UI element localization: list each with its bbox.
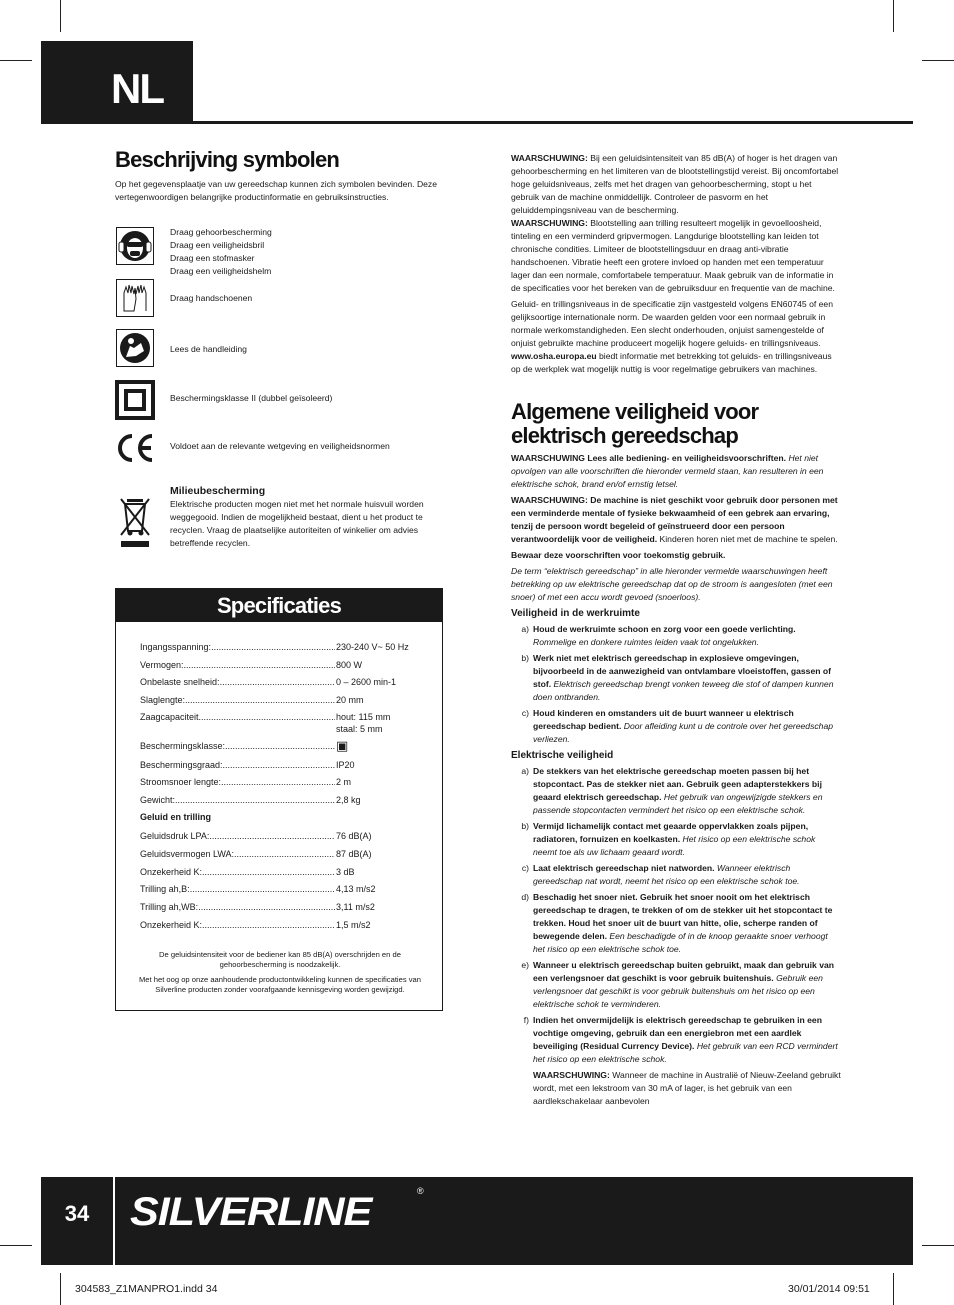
print-date: 30/01/2014 09:51	[788, 1283, 870, 1295]
specs-title: Specificaties	[116, 589, 442, 622]
spec-row	[140, 919, 430, 931]
spec-label: Geluidsvermogen LWA: .....	[140, 848, 335, 860]
crop-mark	[0, 1245, 32, 1246]
spec-value: 3,11 m/s2	[336, 902, 375, 912]
spec-row	[140, 848, 430, 860]
ppe-icon	[115, 226, 155, 266]
spec-label: Zaagcapaciteit .....	[140, 711, 335, 735]
warning-vibration	[511, 217, 841, 295]
item-italic: Het risico op een elektrische schok neemt toe als uw lichaam geaard wordt.	[533, 834, 816, 857]
spec-row	[140, 776, 430, 788]
item-bold: Houd de werkruimte schoon en zorg voor een goede verlichting.	[533, 624, 796, 634]
spec-label: Onzekerheid K: .....	[140, 919, 335, 931]
sound-title: Geluid en trilling	[140, 812, 212, 822]
spec-value: 2 m	[336, 777, 352, 787]
item-italic: Rommelige en donkere ruimtes leiden vaak tot ongelukken.	[533, 637, 759, 647]
ppe-line-4: Draag een veiligheidshelm	[170, 266, 272, 276]
spec-value: 800 W	[336, 660, 363, 670]
warning-label: WAARSCHUWING:	[511, 153, 588, 163]
silverline-logo: SILVERLINE	[130, 1190, 372, 1234]
ppe-line-1: Draag gehoorbescherming	[170, 227, 272, 237]
general-warning-2	[511, 494, 841, 546]
manual-text: Lees de handleiding	[170, 344, 247, 354]
general-definition	[511, 565, 841, 604]
item-italic: Wanneer elektrisch gereedschap nat wordt, neemt het risico op een elektrische schok toe.	[533, 863, 800, 886]
item-italic: Het gebruik van een RCD vermindert het risico op een elektrische schok.	[533, 1041, 838, 1064]
symbol-weee	[115, 485, 424, 553]
spec-label: Onbelaste snelheid: .....	[140, 676, 335, 688]
spec-label: Beschermingsklasse: .....	[140, 740, 335, 752]
crop-mark	[893, 0, 894, 32]
general-safety-title: Algemene veiligheid voor elektrisch gereedschap	[511, 399, 759, 448]
warning-text: Wanneer de machine in Australië of Nieuw-Zeeland gebruikt wordt, met een lekstroom van 30 mA of lager, is het gebruik van een aardlekschakelaar aanbevolen	[533, 1070, 841, 1106]
spec-row	[140, 659, 430, 671]
class2-mini-icon: ▣	[336, 738, 349, 753]
symbol-ce	[115, 428, 390, 468]
gloves-text: Draag handschoenen	[170, 293, 253, 303]
item-bold: De stekkers van het elektrische gereedschap moeten passen bij het stopcontact. Pas de stekker niet aan. Gebruik geen adapterstekkers bij geaard elektrisch gereedschap.	[533, 766, 822, 802]
spec-value: IP20	[336, 760, 355, 770]
item-italic: Het gebruik van ongewijzigde stekkers en passende stopcontacten vermindert het risico op een elektrische schok.	[533, 792, 823, 815]
ppe-line-2: Draag een veiligheidsbril	[170, 240, 265, 250]
spec-row	[140, 830, 430, 842]
specifications-box	[115, 588, 443, 1011]
warning-label: WAARSCHUWING:	[511, 218, 588, 228]
spec-row	[140, 711, 430, 735]
item-italic: Een beschadigde of in de knoop geraakte snoer verhoogt het risico op een elektrische schok toe.	[533, 931, 828, 954]
file-info: 304583_Z1MANPRO1.indd 34	[75, 1283, 218, 1295]
spec-value: 87 dB(A)	[336, 849, 372, 859]
specs-note-1: De geluidsintensiteit voor de bediener kan 85 dB(A) overschrijden en de gehoorbescherming is noodzakelijk.	[159, 950, 401, 969]
spec-row	[140, 901, 430, 913]
list-item	[511, 862, 841, 888]
definition-italic: De term “elektrisch gereedschap” in alle hieronder vermelde waarschuwingen heeft betrekking op uw elektrische gereedschap dat op de stroom is aangesloten (met een snoer) of met een accu wordt gevoed (snoerloos).	[511, 566, 833, 602]
symbol-ppe	[115, 226, 272, 276]
spec-row	[140, 694, 430, 706]
noise-vibration-info	[511, 298, 841, 376]
symbol-class2	[115, 380, 333, 420]
crop-mark	[922, 1245, 954, 1246]
crop-mark	[0, 60, 32, 61]
spec-label: Stroomsnoer lengte: .....	[140, 776, 335, 788]
spec-label: Trilling ah,B: .....	[140, 883, 335, 895]
item-bold: Vermijd lichamelijk contact met geaarde oppervlakken zoals pijpen, radiatoren, fornuizen en koelkasten.	[533, 821, 809, 844]
electrical-safety-title: Elektrische veiligheid	[511, 750, 614, 761]
spec-value: 2,8 kg	[336, 795, 361, 805]
warning-text: Blootstelling aan trilling resulteert mogelijk in gevoelloosheid, tinteling en een verminderd gripvermogen. Langdurige blootstelling kan leiden tot chronische condities. Limiteer de blootstellingsduur en draag anti-vibratie handschoenen. Vibratie heeft een grotere invloed op handen met een temperatuur lager dan een normale, comfortabele temperatuur. Maak gebruik van de informatie in de specificaties voor het bereken van de gebruiksduur en frequentie van de machine.	[511, 218, 835, 293]
spec-label: Slaglengte: .....	[140, 694, 335, 706]
spec-value: 0 – 2600 min-1	[336, 677, 397, 687]
crop-mark	[922, 60, 954, 61]
spec-label: Geluidsdruk LPA: .....	[140, 830, 335, 842]
item-italic: Door afleiding kunt u de controle over het gereedschap verliezen.	[533, 721, 834, 744]
list-item-note	[511, 1069, 841, 1108]
item-key: a)	[521, 624, 529, 634]
warning-text: Kinderen horen niet met de machine te spelen.	[659, 534, 838, 544]
list-item	[511, 652, 841, 704]
item-bold: Werk niet met elektrisch gereedschap in explosieve omgevingen, bijvoorbeeld in de aanwezigheid van ontvlambare vloeistoffen, gassen of stof.	[533, 653, 831, 689]
ce-text: Voldoet aan de relevante wetgeving en veiligheidsnormen	[170, 441, 390, 451]
item-italic: Elektrisch gereedschap brengt vonken teweeg die stof of dampen kunnen doen ontbranden.	[533, 679, 834, 702]
item-bold: Beschadig het snoer niet. Gebruik het snoer nooit om het elektrisch gereedschap te dragen, te trekken of om de stekker uit het stopcontact te trekken. Houd het snoer uit de buurt van hitte, olie, scherpe randen of bewegende delen.	[533, 892, 833, 941]
warning-label: WAARSCHUWING:	[533, 1070, 610, 1080]
item-italic: Gebruik een verlengsnoer dat geschikt is voor gebruik buitenshuis om het risico op een elektrische schok te verminderen.	[533, 973, 823, 1009]
spec-row	[140, 883, 430, 895]
spec-value: 230-240 V~ 50 Hz	[336, 642, 409, 652]
spec-value: 3 dB	[336, 867, 355, 877]
crop-mark	[60, 0, 61, 32]
list-item	[511, 765, 841, 817]
general-warning-1	[511, 452, 841, 491]
item-key: b)	[521, 821, 529, 831]
list-item	[511, 959, 841, 1011]
class2-text: Beschermingsklasse II (dubbel geïsoleerd)	[170, 393, 333, 403]
warning-bold: WAARSCHUWING: De machine is niet geschikt voor gebruik door personen met een verminderde mentale of fysieke bekwaamheid of een gebrek aan ervaring, tenzij de persoon wordt begeleid of geïnstrueerd door een persoon verantwoordelijk voor de veiligheid.	[511, 495, 838, 544]
spec-value: 20 mm	[336, 695, 364, 705]
spec-row	[140, 676, 430, 688]
ppe-line-3: Draag een stofmasker	[170, 253, 255, 263]
spec-label: Vermogen: .....	[140, 659, 335, 671]
spec-value-2: staal: 5 mm	[336, 724, 383, 734]
spec-value: 76 dB(A)	[336, 831, 372, 841]
spec-value: hout: 115 mm	[336, 712, 391, 722]
spec-label: Gewicht: .....	[140, 794, 335, 806]
item-bold: Houd kinderen en omstanders uit de buurt wanneer u elektrisch gereedschap bedient.	[533, 708, 794, 731]
symbols-section	[115, 147, 445, 548]
warning-noise	[511, 152, 841, 217]
item-key: e)	[521, 960, 529, 970]
specs-note-2: Met het oog op onze aanhoudende productontwikkeling kunnen de specificaties van Silverline producten zonder voorafgaande kennisgeving worden gewijzigd.	[138, 975, 421, 994]
list-item	[511, 623, 841, 649]
info-text: Geluid- en trillingsniveaus in de specificatie zijn vastgesteld volgens EN60745 of een gelijksoortige internationale norm. De waarden gelden voor een normaal gebruik in normale werkomstandigheden. Een slecht onderhouden, onjuist samengestelde of onjuist gebruikte machine produceert mogelijk hogere geluids- en trillingsniveaus.	[511, 299, 833, 348]
spec-label: Ingangsspanning: .....	[140, 641, 335, 653]
symbol-gloves	[115, 278, 253, 318]
manual-icon	[115, 328, 155, 368]
item-key: b)	[521, 653, 529, 663]
warning-bold: WAARSCHUWING Lees alle bediening- en veiligheidsvoorschriften.	[511, 453, 787, 463]
list-item	[511, 891, 841, 956]
spec-label: Trilling ah,WB: .....	[140, 901, 335, 913]
info-text-2: biedt informatie met betrekking tot geluids- en trillingsniveaus op de werkplek wat mogelijk nuttig is voor regelmatige gebruikers van machines.	[511, 351, 832, 374]
weee-bin-icon	[115, 493, 155, 553]
crop-mark	[893, 1273, 894, 1305]
general-warning-3	[511, 549, 841, 562]
header-rule	[193, 121, 913, 124]
language-tab: NL	[41, 41, 193, 124]
spec-row	[140, 759, 430, 771]
list-item	[511, 820, 841, 859]
item-bold: Laat elektrisch gereedschap niet natworden.	[533, 863, 715, 873]
gloves-icon	[115, 278, 155, 318]
warning-text: Bij een geluidsintensiteit van 85 dB(A) of hoger is het dragen van gehoorbescherming en het limiteren van de blootstellingstijd vereist. Bij oncomfortabel hoge geluidsniveaus, zelfs met het dragen van gehoorbescherming, stopt u het gebruik van de machine onmiddellijk. Controleer de pasvorm en het geluiddempingsniveau van de bescherming.	[511, 153, 839, 215]
item-key: f)	[523, 1015, 529, 1025]
crop-mark	[60, 1273, 61, 1305]
spec-label: Beschermingsgraad: .....	[140, 759, 335, 771]
spec-row	[140, 866, 430, 878]
page-number: 34	[41, 1177, 115, 1265]
symbols-intro: Op het gegevensplaatje van uw gereedschap kunnen zich symbolen bevinden. Deze vertegenwoordigen belangrijke productinformatie en gebruiksinstructies.	[115, 179, 438, 202]
item-key: c)	[521, 708, 529, 718]
item-bold: Wanneer u elektrisch gereedschap buiten gebruikt, maak dan gebruik van een verlengsnoer dat geschikt is voor gebruik buitenshuis.	[533, 960, 835, 983]
spec-value: 4,13 m/s2	[336, 884, 376, 894]
spec-row	[140, 740, 430, 752]
item-key: d)	[521, 892, 529, 902]
spec-value: 1,5 m/s2	[336, 920, 371, 930]
symbol-manual	[115, 328, 247, 368]
spec-row	[140, 794, 430, 806]
symbols-title: Beschrijving symbolen	[115, 147, 340, 172]
osha-link[interactable]: www.osha.europa.eu	[511, 351, 597, 361]
double-insulated-icon	[115, 380, 155, 420]
ce-mark-icon	[115, 428, 155, 468]
spec-row	[140, 641, 430, 653]
item-key: a)	[521, 766, 529, 776]
item-bold: Indien het onvermijdelijk is elektrisch gereedschap te gebruiken in een vochtige omgeving, gebruik dan een energiebron met een aardlek beveiliging (Residual Currency Device).	[533, 1015, 822, 1051]
warnings-section	[511, 152, 841, 1108]
work-area-title: Veiligheid in de werkruimte	[511, 608, 640, 619]
registered-mark: ®	[417, 1186, 424, 1196]
item-key: c)	[521, 863, 529, 873]
env-title: Milieubescherming	[170, 485, 266, 497]
spec-label: Onzekerheid K: .....	[140, 866, 335, 878]
warning-italic: Het niet opvolgen van alle voorschriften die hieronder vermeld staan, kan resulteren in een elektrische schok, brand en/of ernstig letsel.	[511, 453, 824, 489]
env-text: Elektrische producten mogen niet met het normale huisvuil worden weggegooid. Indien de mogelijkheid bestaat, dient u het product te recyclen. Vraag de plaatselijke autoriteiten of winkelier om advies betreffende recyclen.	[170, 499, 424, 548]
list-item	[511, 1014, 841, 1066]
warning-bold: Bewaar deze voorschriften voor toekomstig gebruik.	[511, 550, 726, 560]
list-item	[511, 707, 841, 746]
